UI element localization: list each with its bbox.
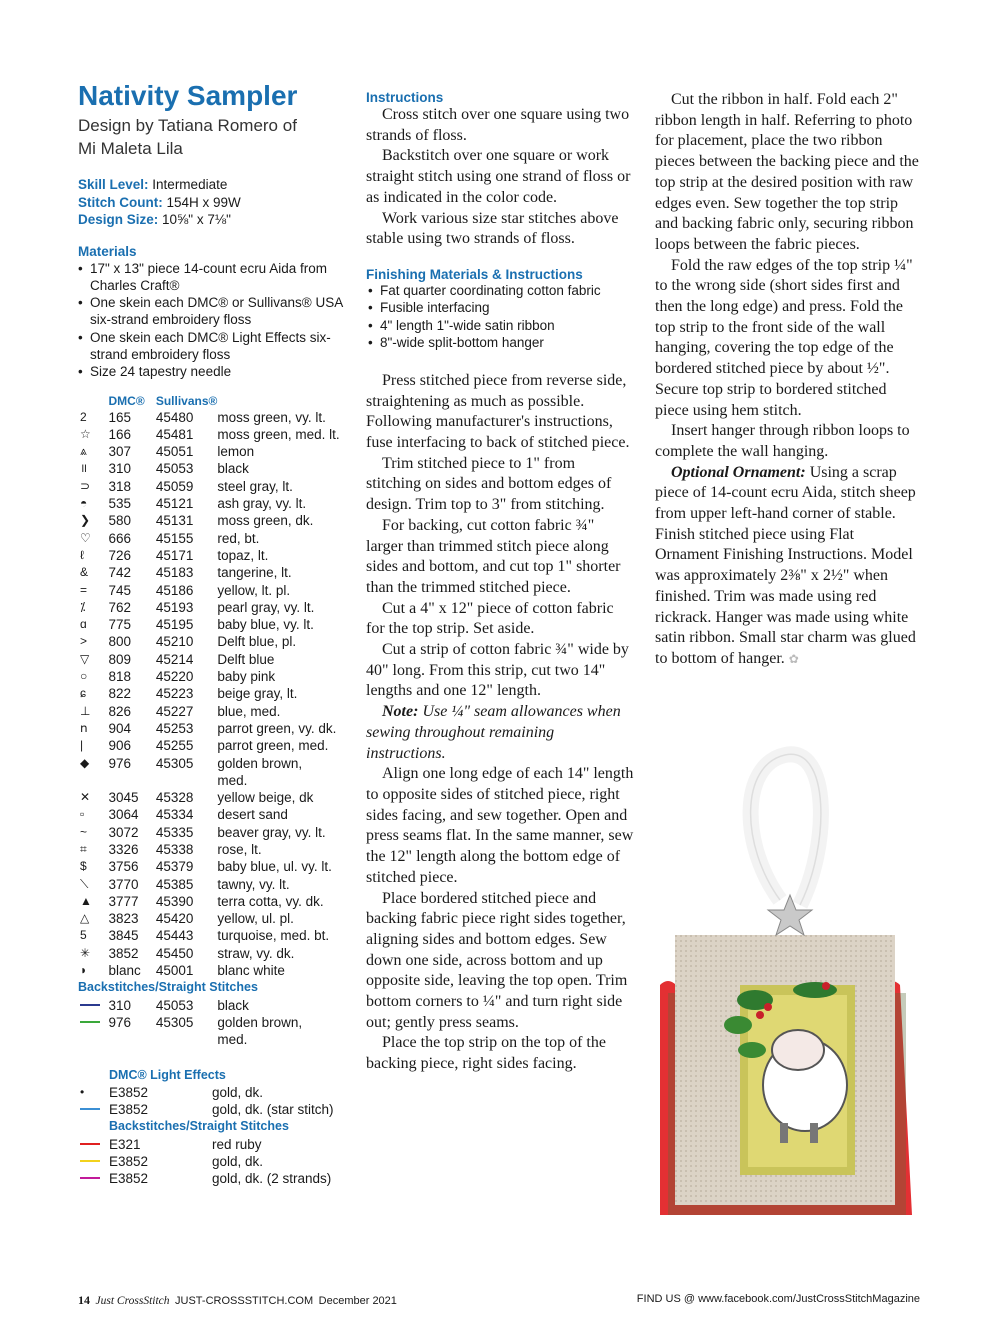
page-footer [78,1293,920,1311]
sullivans-code: 45195 [155,617,194,633]
light-effects-backstitch-row [78,1153,352,1170]
color-name: lemon [217,444,255,460]
dmc-code: 822 [108,686,132,702]
finishing-material-item: • Fat quarter coordinating cotton fabric [368,282,634,300]
stitch-symbol-icon: ◓ [80,496,88,511]
instruction-paragraph: Cross stitch over one square using two strands of floss. [366,106,630,144]
stitch-symbol-icon: ⌗ [80,842,87,856]
dmc-code: 535 [108,496,132,512]
note-text: Use ¼" seam allowances when sewing throughout remaining instructions. [366,703,621,762]
light-effects-heading-row [78,1067,352,1084]
color-key-row [78,582,353,599]
stitch-symbol-icon: = [80,582,88,597]
dmc-code: 904 [108,720,132,736]
sullivans-code: 45420 [155,911,194,927]
color-name: gold, dk. (2 strands) [212,1171,332,1187]
dmc-code: 818 [108,669,132,685]
light-effects-heading: DMC® Light Effects [109,1067,226,1082]
color-name: baby blue, ul. vy. lt. [217,859,332,875]
footer-left [78,1293,397,1308]
dmc-code: 310 [108,461,132,477]
sullivans-code: 45051 [155,444,194,460]
dmc-code: 3845 [108,928,139,944]
optional-ornament-label: Optional Ornament: [671,463,806,481]
design-size-label: Design Size: [78,212,159,227]
stitch-symbol-icon: ℓ [80,547,84,562]
dmc-code: 742 [108,565,132,581]
dmc-code: E3852 [109,1102,149,1118]
symbol-cell [78,1101,109,1118]
color-key-row [78,720,353,737]
dmc-code: 976 [108,1014,132,1030]
sullivans-code: 45305 [155,1014,194,1030]
instructions-heading: Instructions [366,90,444,105]
sullivans-code: 45305 [155,755,194,771]
light-effects-table [78,1067,352,1188]
finishing-body [366,371,634,702]
instruction-paragraph: Backstitch over one square or work straight stitch using one strand of floss or as indicated in the color code. [366,147,631,206]
sullivans-code: 45480 [155,409,194,425]
backstitch-line-icon [80,1160,100,1162]
sullivans-code: 45481 [155,426,194,442]
dmc-code: 307 [108,444,132,460]
byline-line-1: Design by Tatiana Romero of [78,116,297,135]
sullivans-code: 45379 [155,859,194,875]
color-name: red, bt. [217,530,260,546]
color-name: desert sand [217,807,288,823]
dmc-code: 166 [108,426,132,442]
stitch-symbol-icon: ◗ [80,963,88,978]
color-key-row [78,910,353,927]
sullivans-code: 45338 [155,842,194,857]
color-key-row [78,530,353,547]
stitch-symbol-icon: ▽ [80,651,90,666]
col-header-dmc: DMC® [108,393,145,408]
color-key-row [78,858,353,875]
dmc-code: 906 [108,738,132,754]
color-name: baby pink [217,669,276,685]
color-name: parrot green, med. [217,738,329,754]
dmc-code: 310 [108,997,132,1013]
skill-level-label: Skill Level: [78,177,149,192]
pattern-specs [78,176,353,229]
backstitch-row [78,997,353,1014]
color-key-table [78,393,353,1049]
light-effects-row [78,1101,352,1118]
sullivans-code: 45223 [155,686,194,702]
line-swatch [78,1170,109,1187]
color-key-row [78,755,353,772]
color-key-row [78,633,353,650]
sullivans-code [156,1031,218,1048]
stitch-symbol-icon [78,772,109,789]
color-key-row [78,564,353,581]
color-name: turquoise, med. bt. [217,928,330,944]
stitch-symbol-icon: & [80,565,89,580]
color-name: blue, med. [217,703,281,719]
spacer [157,1101,212,1118]
sullivans-code: 45227 [155,703,194,719]
finishing-body-3 [655,90,920,463]
line-swatch [78,1153,109,1170]
dmc-code: 318 [108,478,132,494]
color-key-row [78,616,353,633]
dmc-code: 3064 [108,807,139,823]
color-key-row [78,547,353,564]
color-key-row [78,893,353,910]
color-name: black [217,997,249,1013]
stitch-count-value: 154H x 99W [162,194,241,210]
color-name: tawny, vy. lt. [217,876,290,892]
dmc-code [109,1031,156,1048]
color-key-row [78,824,353,841]
color-name: gold, dk. [212,1154,264,1170]
finishing-paragraph: Press stitched piece from reverse side, straightening as much as possible. Following manufacturer's instructions, fuse interfacing to back of stitched piece. [366,371,630,452]
color-name: terra cotta, vy. dk. [217,893,324,909]
page-number: 14 [78,1293,90,1307]
color-name: yellow beige, dk [217,790,314,806]
stitch-symbol-icon: ~ [80,824,88,839]
stitch-symbol-icon: ▫ [80,807,85,822]
backstitch-row [78,1014,353,1031]
materials-item: • One skein each DMC® or Sullivans® USA six-strand embroidery floss [78,294,353,329]
color-name: red ruby [212,1136,262,1152]
spacer [157,1084,212,1101]
stitch-symbol-icon: ॥ [80,461,88,476]
finishing-paragraph: Place the top strip on the top of the backing piece, right sides facing. [366,1034,606,1073]
optional-ornament-paragraph [655,463,920,670]
find-us-link: FIND US @ www.facebook.com/JustCrossStitchMagazine [636,1293,920,1305]
color-name: yellow, ul. pl. [217,911,294,927]
finishing-paragraph: Fold the raw edges of the top strip ¼" to the wrong side (short sides first and then the long edge) and press. Fold the top strip to the front side of the wall hanging, covering the top edge of the bordered stitched piece by about ½". Secure top strip to bordered stitched piece using hem stitch. [655,256,913,419]
color-name: gold, dk. [212,1084,264,1100]
sullivans-code: 45186 [155,582,194,598]
dmc-code: 3852 [108,945,139,961]
sullivans-code: 45214 [155,651,194,667]
color-name: beaver gray, vy. lt. [217,824,326,840]
issue-date: December 2021 [318,1295,397,1307]
stitch-symbol-icon: 2 [80,409,87,424]
sullivans-code: 45443 [155,928,194,944]
spacer [157,1153,212,1170]
line-swatch [78,1031,109,1048]
right-column [655,90,920,670]
sullivans-code: 45001 [155,963,194,979]
stitch-symbol-icon: ⊃ [80,478,91,493]
stitch-symbol-icon: > [80,634,88,649]
color-name: pearl gray, vy. lt. [217,599,315,615]
finishing-body-2 [366,764,634,1075]
magazine-name: Just CrossStitch [95,1295,170,1307]
symbol-cell [78,1084,109,1101]
color-key-row [78,772,353,789]
dmc-code: E3852 [109,1154,149,1170]
backstitch-line-icon [80,1177,100,1179]
stitch-symbol-icon: ♡ [80,530,91,545]
color-key-row [78,668,353,685]
color-key-row [78,737,353,754]
finishing-paragraph: Insert hanger through ribbon loops to complete the wall hanging. [655,422,910,460]
materials-list [78,260,353,381]
backstitch-line-icon [80,1143,100,1145]
dmc-code: 976 [108,755,132,771]
color-name: yellow, lt. pl. [217,582,291,598]
left-column [78,80,353,1188]
stitch-symbol-icon: ❯ [80,513,91,528]
optional-ornament-text: Using a scrap piece of 14-count ecru Aida, stitch sheep from upper left-hand corner of stable. Finish stitched piece using Flat Ornament Finishing Instructions. Model was approximately 2⅜" x 2½" when finished. Trim was made using red rickrack. Hanger was made using white satin ribbon. Small star charm was glued to bottom of hanger. [655,463,916,667]
dmc-code: 726 [108,547,132,563]
sullivans-code: 45220 [155,669,194,685]
dmc-code: 580 [108,513,132,529]
sullivans-code: 45335 [155,824,194,840]
backstitch-heading: Backstitches/Straight Stitches [109,1119,289,1134]
dmc-code: 3072 [108,824,139,840]
spacer [157,1170,212,1187]
sullivans-code [156,772,218,789]
finishing-material-item: • 8"-wide split-bottom hanger [368,334,634,352]
finishing-materials-list [368,282,634,352]
design-size-value: 10⅝" x 7⅛" [158,212,231,227]
materials-item: • 17" x 13" piece 14-count ecru Aida from Charles Craft® [78,260,353,295]
line-swatch [78,1136,109,1153]
color-key-row [78,789,353,806]
color-name: baby blue, vy. lt. [217,617,314,633]
ornament-illustration [640,745,930,1215]
dmc-code [109,772,156,789]
stitch-symbol-icon: 5 [80,928,87,943]
spacer [78,1118,109,1135]
light-effects-backstitch-row [78,1136,352,1153]
color-name: straw, vy. dk. [217,945,295,961]
finishing-paragraph: Place bordered stitched piece and backing fabric piece right sides together, aligning sides and bottom edges. Sew down one side, across bottom and up opposite side, leaving the top open. Trim bottom corners to ¼" and turn right side out; gently press seams. [366,889,628,1031]
backstitch-row [78,1031,353,1048]
col-header-sullivans: Sullivans® [155,393,218,408]
color-name: ash gray, vy. lt. [217,496,307,512]
dmc-code: 762 [108,599,132,615]
dmc-code: 3770 [108,876,139,892]
color-name: rose, lt. [217,842,262,857]
color-name: moss green, vy. lt. [217,409,326,425]
finishing-material-item: • 4" length 1"-wide satin ribbon [368,317,634,335]
color-key-row [78,443,353,460]
dmc-code: 3756 [108,859,139,875]
color-name: topaz, lt. [217,547,269,563]
color-key-row [78,841,353,858]
materials-item: • One skein each DMC® Light Effects six-strand embroidery floss [78,329,353,364]
stitch-symbol-icon: | [80,738,84,753]
dmc-code: E321 [109,1136,141,1152]
seam-note [366,702,634,764]
color-name: tangerine, lt. [217,565,292,581]
stitch-symbol-icon: $ [80,859,87,874]
site-url: JUST-CROSSSTITCH.COM [175,1295,314,1307]
spacer [157,1136,212,1153]
dmc-code: 3045 [108,790,139,806]
stitch-symbol-icon: ⁒ [80,599,86,614]
color-key-row [78,512,353,529]
sullivans-code: 45450 [155,945,194,961]
dmc-code: 826 [108,703,132,719]
finishing-paragraph: Align one long edge of each 14" length to opposite sides of stitched piece, right sides facing, and sew together. Open and press seams flat. In the same manner, sew the 12" length along the bottom edge of stitched piece. [366,765,634,886]
line-swatch [78,997,109,1014]
sullivans-code: 45210 [155,634,194,650]
note-label: Note: [382,703,419,721]
color-key-row [78,478,353,495]
color-key-row [78,409,353,426]
stitch-symbol-icon: ✳ [80,945,91,960]
color-key-row [78,945,353,962]
stitch-symbol-icon: ○ [80,669,88,684]
color-name: Delft blue [217,651,275,667]
skill-level-value: Intermediate [148,177,228,192]
sullivans-code: 45059 [155,478,194,494]
stitch-symbol-icon: ▲ [80,893,92,908]
sullivans-code: 45053 [155,461,194,477]
sullivans-code: 45193 [155,599,194,615]
stitch-symbol-icon: ☆ [80,426,91,441]
finishing-material-item: • Fusible interfacing [368,299,634,317]
color-name: golden brown, [217,1014,303,1030]
ribbon-loop [751,754,821,905]
stitch-symbol-icon: • [80,1084,85,1099]
color-name: med. [217,772,248,788]
color-name: parrot green, vy. dk. [217,720,337,736]
stitch-symbol-icon: △ [80,911,90,926]
backstitch-subheading [78,979,353,996]
color-key-row [78,962,353,979]
sullivans-code: 45328 [155,790,194,806]
middle-column [366,90,634,1075]
instructions-body [366,105,634,250]
byline-line-2: Mi Maleta Lila [78,139,183,158]
sullivans-code: 45334 [155,807,194,823]
finishing-heading: Finishing Materials & Instructions [366,266,583,282]
color-name: Delft blue, pl. [217,634,297,650]
sullivans-code: 45155 [155,530,194,546]
color-key-row [78,876,353,893]
stitch-symbol-icon: ո [80,720,88,735]
end-mark-icon: ✿ [788,651,799,666]
color-name: black [217,461,249,477]
stitch-symbol-icon: ◆ [80,755,90,770]
stitch-count-label: Stitch Count: [78,194,163,210]
dmc-code: 745 [108,582,132,598]
sheep-ornament-photo [640,745,930,1215]
materials-heading: Materials [78,243,137,259]
stitch-symbol-icon: ɑ [80,617,87,632]
color-key-row [78,460,353,477]
light-effects-backstitch-row [78,1170,352,1187]
backstitch-line-icon [80,1021,100,1023]
sullivans-code: 45255 [155,738,194,754]
color-key-row [78,426,353,443]
stitch-symbol-icon: ⟍ [80,876,89,891]
color-name: gold, dk. (star stitch) [212,1102,334,1118]
instruction-paragraph: Work various size star stitches above stable using two strands of floss. [366,209,619,248]
color-name: golden brown, [217,755,303,771]
sullivans-code: 45253 [155,720,194,736]
color-key-row [78,927,353,944]
color-key-row [78,651,353,668]
color-name: blanc white [217,963,285,979]
finishing-paragraph: Cut the ribbon in half. Fold each 2" ribbon length in half. Referring to photo for placement, place the two ribbon pieces between the backing piece and the top strip at the desired position with raw edges even. Sew together the top strip and backing fabric only, securing ribbon loops between the fabric pieces. [655,91,919,253]
designer-byline [78,114,353,160]
finishing-paragraph: Cut a strip of cotton fabric ¾" wide by 40" long. From this strip, cut two 14" lengths and one 12" length. [366,641,629,700]
dmc-code: 809 [108,651,132,667]
dmc-code: blanc [108,963,141,979]
dmc-code: 666 [108,530,132,546]
color-key-row [78,599,353,616]
backstitch-line-icon [80,1004,100,1006]
color-name: beige gray, lt. [217,686,298,702]
light-effects-backstitch-heading-row [78,1118,352,1135]
dmc-code: 775 [108,617,132,633]
dmc-code: 165 [108,409,132,425]
sullivans-code: 45385 [155,876,194,892]
dmc-code: 3777 [108,893,139,909]
spacer [78,1067,109,1084]
color-name: moss green, med. lt. [217,426,340,442]
dmc-code: 3823 [108,911,139,927]
sullivans-code: 45121 [155,496,194,512]
color-name: steel gray, lt. [217,478,293,494]
finishing-paragraph: Trim stitched piece to 1" from stitching on sides and bottom edges of design. Trim top to 3" from stitching. [366,454,612,514]
backstitch-line-icon [80,1108,100,1110]
dmc-code: E3852 [109,1171,149,1187]
line-swatch [78,1014,109,1031]
light-effects-row [78,1084,352,1101]
color-name: med. [217,1032,248,1048]
color-name: moss green, dk. [217,513,314,529]
color-key-row [78,806,353,823]
stitch-symbol-icon: ✕ [80,790,91,805]
color-key-row [78,685,353,702]
backstitch-heading: Backstitches/Straight Stitches [78,980,258,995]
stitch-symbol-icon: ⊥ [80,703,91,718]
sullivans-code: 45171 [155,547,194,563]
color-key-row [78,703,353,720]
sullivans-code: 45390 [155,893,194,909]
color-key-row [78,495,353,512]
dmc-code: 800 [108,634,132,650]
dmc-code: E3852 [109,1084,149,1100]
stitch-symbol-icon: ɕ [80,686,86,701]
sullivans-code: 45053 [155,997,194,1013]
dmc-code: 3326 [108,842,139,857]
materials-item: • Size 24 tapestry needle [78,363,353,380]
stitch-symbol-icon: ⩓ [80,444,87,459]
finishing-paragraph: Cut a 4" x 12" piece of cotton fabric for the top strip. Set aside. [366,599,614,638]
sullivans-code: 45183 [155,565,194,581]
sullivans-code: 45131 [155,513,194,529]
finishing-paragraph: For backing, cut cotton fabric ¾" larger than trimmed stitch piece along sides and bottom, and cut top 1" shorter than the trimmed stitched piece. [366,516,621,596]
page-title: Nativity Sampler [78,80,298,111]
